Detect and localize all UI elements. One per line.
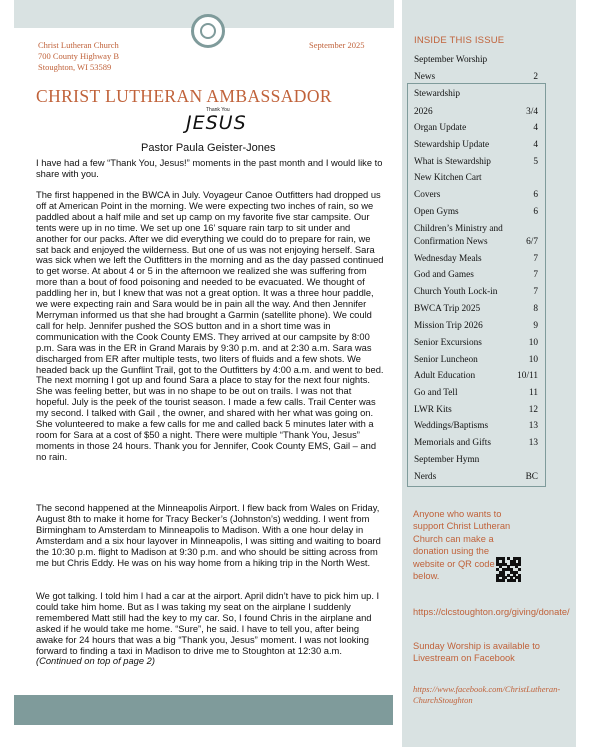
toc-item-page: 11 xyxy=(529,388,538,398)
church-address xyxy=(38,40,119,73)
toc-item-title: What is Stewardship xyxy=(414,157,491,167)
thank-you-graphic-text: Thank You xyxy=(206,107,230,113)
church-name: Christ Lutheran Church xyxy=(38,40,119,50)
toc-item-page: 10 xyxy=(528,355,538,365)
toc-item-title: Open Gyms xyxy=(414,207,459,217)
toc-item-page: 13 xyxy=(528,421,538,431)
toc-item-title: Children’s Ministry and xyxy=(414,224,503,234)
toc-item-title: Confirmation News xyxy=(414,237,488,247)
article-paragraph-1: I have had a few “Thank You, Jesus!” moments in the past month and I would like to share with you. xyxy=(36,158,383,179)
toc-item-page: 6/7 xyxy=(526,237,538,247)
toc-item-page: 13 xyxy=(528,438,538,448)
toc-item-title: Go and Tell xyxy=(414,388,458,398)
article-paragraph-2: The first happened in the BWCA in July. Voyageur Canoe Outfitters had dropped us off at American Point in the morning. We were expecting two inches of rain, so we paddled about a half mile and set up camp on my favorite five star campsite. Our tents were up in no time. We set up one 16’ square rain tarp to sit under and another for our packs. After we did everything we could do to prepare for rain, we sat back and enjoyed the wilderness. But one of us was not enjoying herself. Sara was sick when we left the Outfitters in the morning and as the day passed continued to get worse. At about 4 or 5 in the afternoon we realized she was suffering from more than a bout of food poisoning and needed to be evacuated. We thought of paddling her in, but I knew that was not a great option. It was a three hour paddle, we were expecting rain and Sara would be in pain all the way. And then Jennifer Merryman informed us that she had brought a Garmin (satellite phone). We could call for help. Jennifer pushed the SOS button and in a short time was in communication with the Cook County EMS. They arrived at our campsite by 8:00 p.m. Sara was in the ER in Grand Marais by 9:30 p.m. and at 2:30 a.m. Sara was discharged from ER after multiple tests, two liters of fluids and a few shots. We headed back up the Gunflint Trail, got to the Outfitters by 4:00 a.m. and went to bed. The next morning I got up and found Sara a place to stay for the next four nights. She was feeling better, but was in no shape to be out on trails. I was not that hopeful. July is the peek of the tourist season. I made a few calls. Trail Center was my second. I talked with Gail , the owner, and shared with her what was going on. She volunteered to make a few calls for me and called back 5 minutes later with a room for Sara at a cost of $50 a night. There were multiple “Thank You, Jesus” moments in those 24 hours. Thank you for Jennifer, Cook County EMS, Gail – and no rain. xyxy=(36,190,384,462)
toc-item-title: Wednesday Meals xyxy=(414,254,482,264)
toc-item-title: 2026 xyxy=(414,107,433,117)
toc-item-title: Weddings/Baptisms xyxy=(414,421,489,431)
toc-item-page: 3/4 xyxy=(526,107,538,117)
address-line-1: 700 County Highway B xyxy=(38,51,119,61)
toc-item-title: Stewardship Update xyxy=(414,140,490,150)
toc-item-title: News xyxy=(414,72,436,82)
toc-title: INSIDE THIS ISSUE xyxy=(414,35,505,46)
jesus-graphic-text: JESUS xyxy=(186,112,247,134)
toc-item-title: BWCA Trip 2025 xyxy=(414,304,481,314)
toc-item-title: Covers xyxy=(414,190,441,200)
toc-item-title: Memorials and Gifts xyxy=(414,438,491,448)
toc-item-title: LWR Kits xyxy=(414,405,452,415)
toc-item-page: 9 xyxy=(533,321,538,331)
toc-item-title: Organ Update xyxy=(414,123,467,133)
toc-item-title: New Kitchen Cart xyxy=(414,173,482,183)
toc-item-page: 8 xyxy=(533,304,538,314)
toc-item-page: 10 xyxy=(528,338,538,348)
toc-item-page: 7 xyxy=(533,254,538,264)
toc-item-page: BC xyxy=(525,472,538,482)
toc-item-title: God and Games xyxy=(414,270,474,280)
toc-item-title: September Worship xyxy=(414,55,488,65)
toc-item-page: 4 xyxy=(533,140,538,150)
toc-item-page: 6 xyxy=(533,207,538,217)
toc-item-title: Mission Trip 2026 xyxy=(414,321,483,331)
toc-item-page: 7 xyxy=(533,287,538,297)
toc-item-page: 10/11 xyxy=(517,371,538,381)
article-author: Pastor Paula Geister-Jones xyxy=(141,142,276,154)
toc-item-page: 7 xyxy=(533,270,538,280)
donation-link[interactable]: https://clcstoughton.org/giving/donate/ xyxy=(413,607,570,617)
livestream-note: Sunday Worship is available to Livestream on Facebook xyxy=(413,641,540,664)
issue-date: September 2025 xyxy=(309,40,365,50)
donation-info: Anyone who wants to support Christ Lutheran Church can make a donation using the website or QR code below. xyxy=(413,509,511,582)
toc-item-title: September Hymn xyxy=(414,455,480,465)
toc-item-title: Senior Luncheon xyxy=(414,355,478,365)
toc-item-title: Stewardship xyxy=(414,89,460,99)
article-paragraph-4: We got talking. I told him I had a car at the airport. April didn’t have to pick him up. I could take him home. But as I was taking my seat on the airplane I suddenly remembered Matt still had the key to my car. So, I found Chris in the airplane and asked if he would take me home. “Sure”, he said. I have to tell you, after being awake for 24 hours that was a big “Thank you, Jesus” moment. I was not looking forward to finding a taxi in Madison to drive me to Stoughton at 12:30 a.m. (Continued on top of page 2) xyxy=(36,591,380,667)
toc-item-title: Church Youth Lock-in xyxy=(414,287,498,297)
newsletter-title: CHRIST LUTHERAN AMBASSADOR xyxy=(36,86,332,106)
article-paragraph-3: The second happened at the Minneapolis Airport. I flew back from Wales on Friday, August 8th to make it home for Tracy Becker’s (Johnston’s) wedding. I went from Birmingham to Amsterdam to Minneapolis to Madison. With a one hour delay in Amsterdam and a six hour layover in Minneapolis, I was sitting and waiting to board the 10:30 p.m. flight to Madison at 9:30 p.m. and who should be sitting across from me but Chris Eddy. He was on his way home from a hiking trip in the North West. xyxy=(36,503,381,568)
toc-item-page: 2 xyxy=(533,72,538,82)
facebook-link[interactable]: https://www.facebook.com/ChristLutheran-ChurchStoughton xyxy=(413,684,561,705)
toc-item-title: Senior Excursions xyxy=(414,338,482,348)
toc-item-title: Nerds xyxy=(414,472,437,482)
toc-item-title: Adult Education xyxy=(414,371,476,381)
church-logo-icon xyxy=(191,14,225,48)
continued-note: (Continued on top of page 2) xyxy=(36,656,155,667)
address-line-2: Stoughton, WI 53589 xyxy=(38,62,112,72)
toc-item-page: 6 xyxy=(533,190,538,200)
toc-item-page: 12 xyxy=(528,405,538,415)
qr-code-icon[interactable] xyxy=(496,557,521,582)
footer-band xyxy=(14,695,393,725)
toc-item-page: 5 xyxy=(533,157,538,167)
toc-item-page: 4 xyxy=(533,123,538,133)
